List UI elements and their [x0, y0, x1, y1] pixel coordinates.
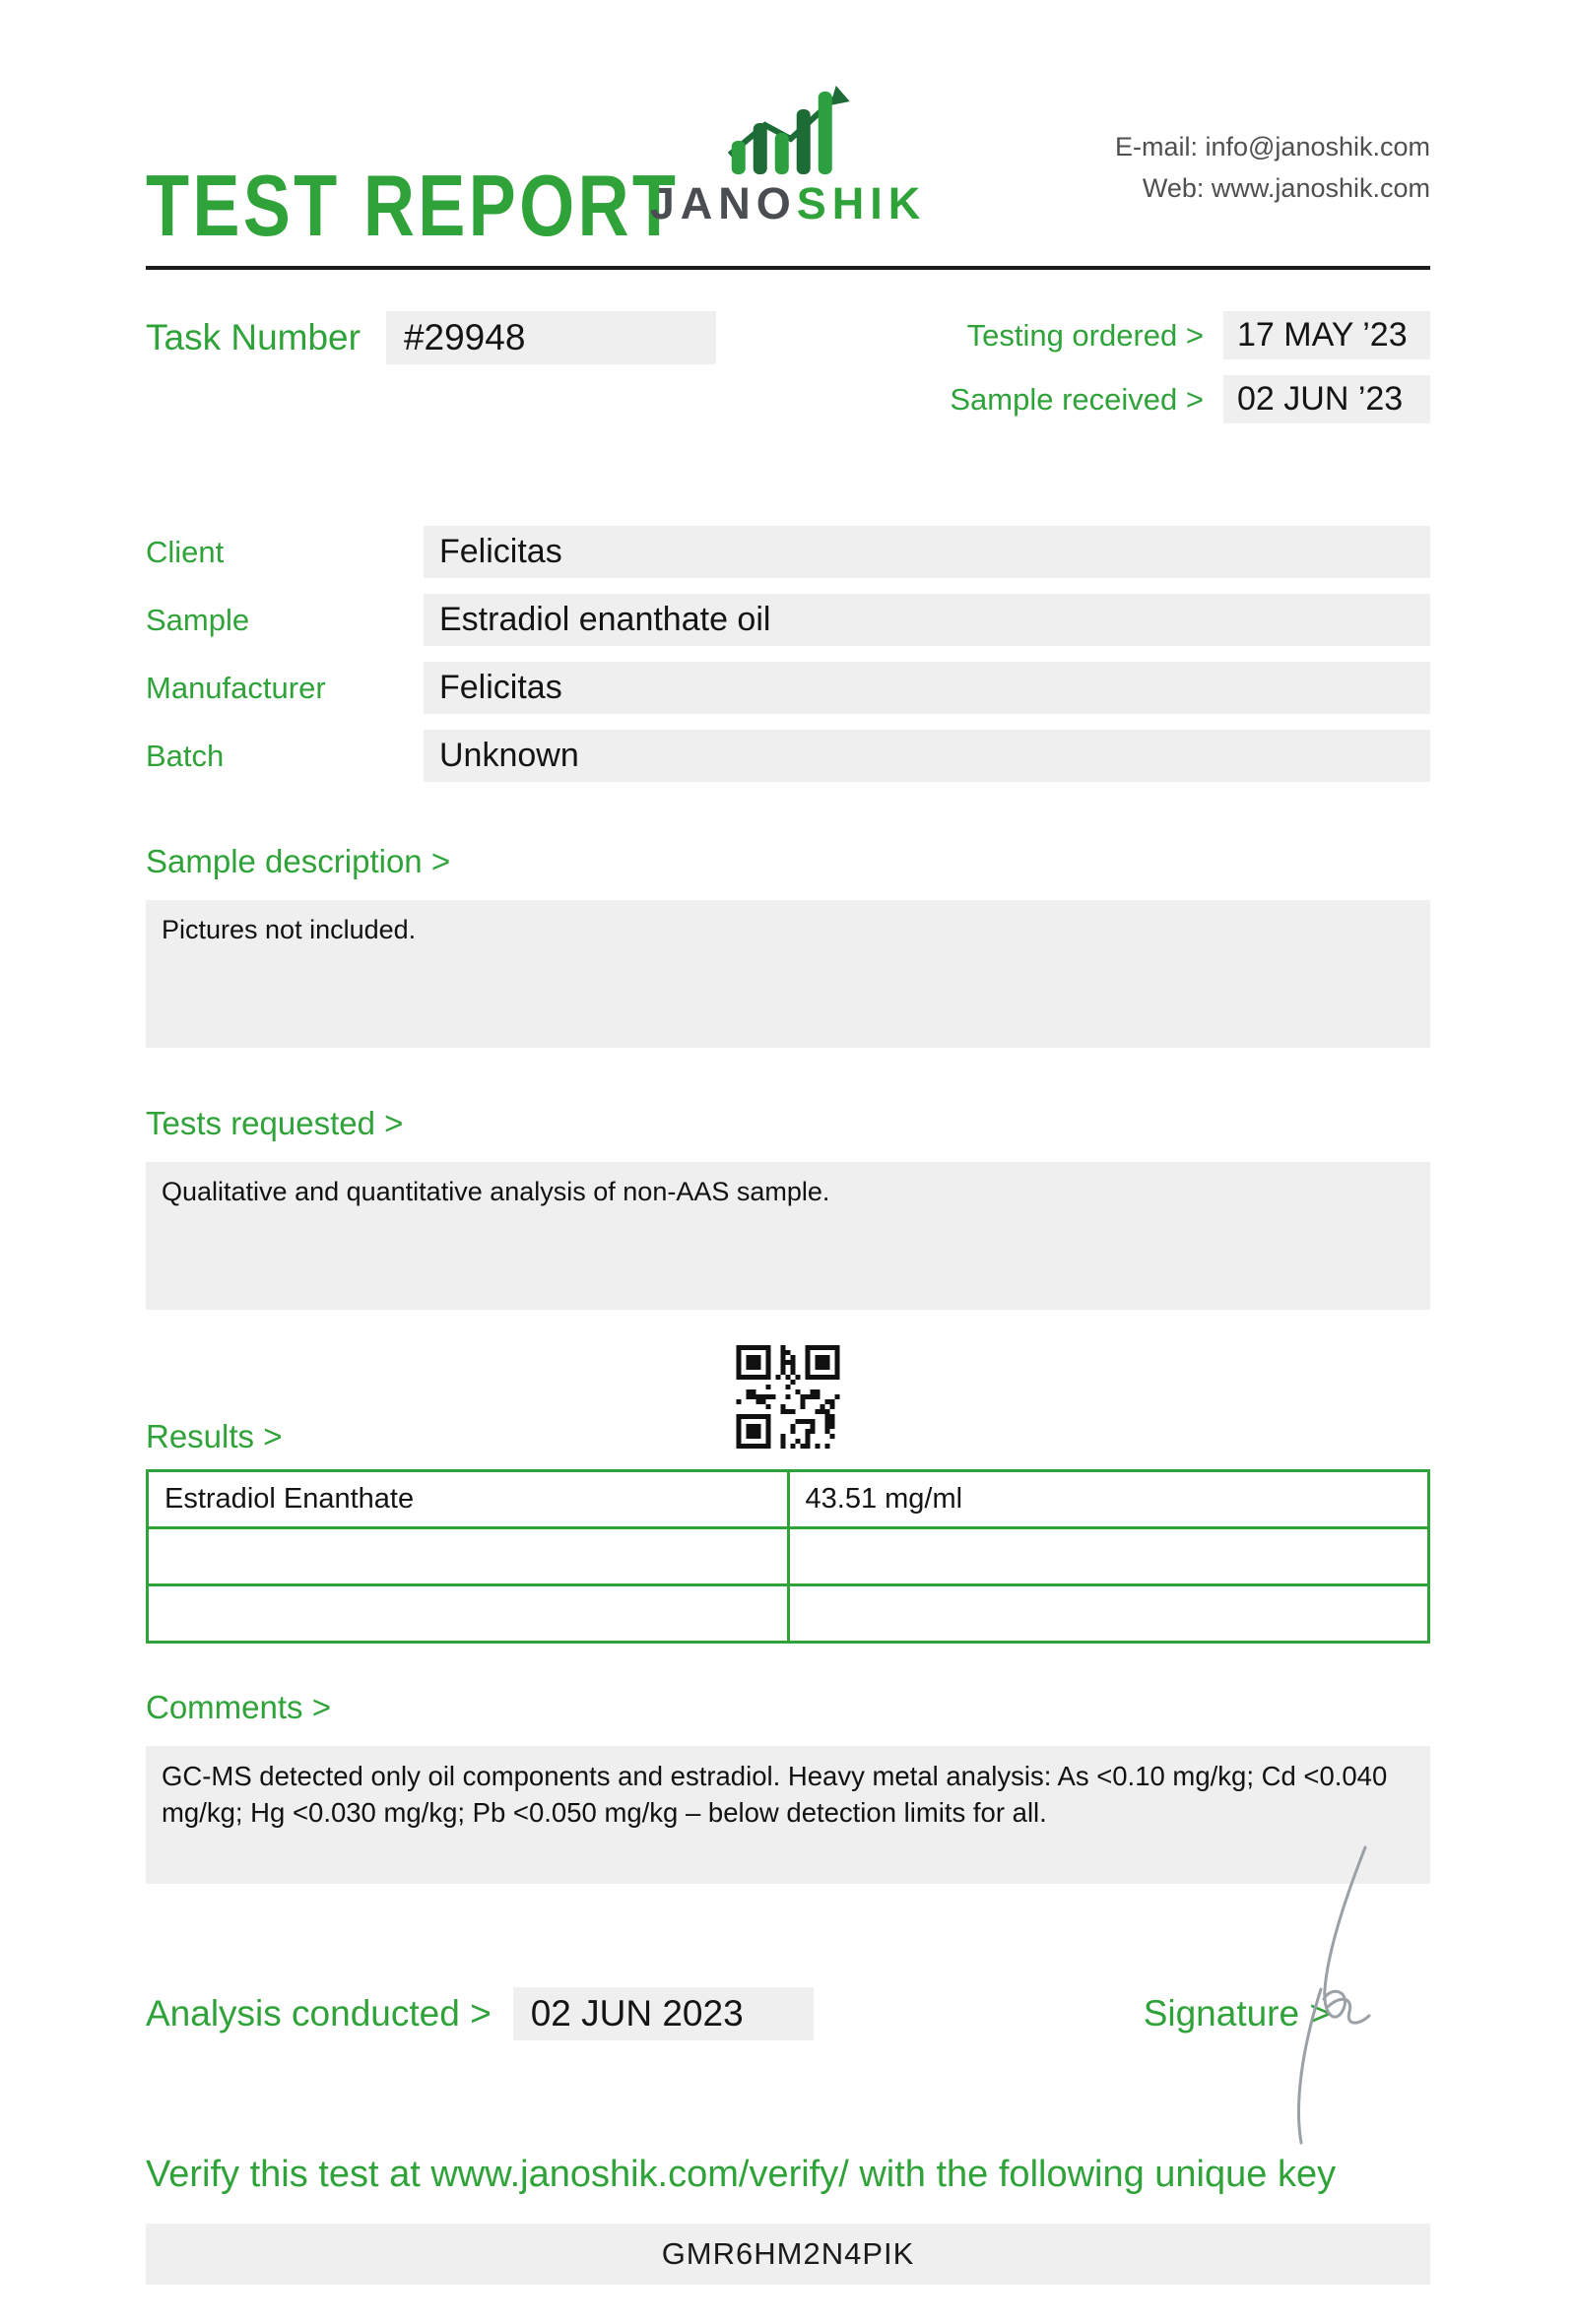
- detail-row-client: [146, 526, 1430, 578]
- comments-section: [146, 1689, 1430, 1884]
- qr-code: [737, 1345, 840, 1449]
- sample-label: Sample: [146, 602, 250, 637]
- sample-details: [146, 526, 1430, 782]
- manufacturer-value: Felicitas: [424, 662, 1430, 714]
- janoshik-logo: [650, 84, 927, 229]
- results-row: [148, 1528, 1429, 1585]
- testing-ordered-value: 17 MAY ’23: [1223, 311, 1430, 359]
- sample-description-section: [146, 843, 1430, 1048]
- results-table: [146, 1469, 1430, 1644]
- report-title: TEST REPORT: [146, 157, 680, 254]
- tests-requested-heading: Tests requested >: [146, 1105, 404, 1141]
- testing-ordered-label: Testing ordered >: [966, 317, 1204, 353]
- sample-description-box: Pictures not included.: [146, 900, 1430, 1048]
- result-value-cell: [788, 1528, 1429, 1585]
- detail-row-manufacturer: [146, 662, 1430, 714]
- contact-email-line: [1115, 127, 1430, 168]
- web-value: www.janoshik.com: [1211, 172, 1430, 203]
- task-and-dates: [146, 311, 1430, 439]
- results-row: [148, 1471, 1429, 1528]
- header-divider: [146, 266, 1430, 270]
- manufacturer-label: Manufacturer: [146, 670, 326, 705]
- signature-label: Signature >: [1143, 1993, 1331, 2034]
- logo-word-dark: JANO: [649, 178, 797, 228]
- email-value: info@janoshik.com: [1205, 132, 1430, 161]
- client-label: Client: [146, 534, 225, 569]
- logo-wordmark: [650, 178, 927, 229]
- sample-received-label: Sample received >: [950, 381, 1204, 417]
- analyte-cell: Estradiol Enanthate: [148, 1471, 789, 1528]
- sample-description-heading: Sample description >: [146, 843, 451, 879]
- task-number-label: Task Number: [146, 317, 361, 357]
- analysis-conducted-value: 02 JUN 2023: [513, 1987, 814, 2040]
- detail-row-batch: [146, 730, 1430, 782]
- sample-received-value: 02 JUN ’23: [1223, 375, 1430, 423]
- analysis-conducted-label: Analysis conducted >: [146, 1993, 492, 2034]
- task-number-value: #29948: [386, 311, 716, 364]
- results-section: [146, 1345, 1430, 1644]
- signature: [1245, 1840, 1403, 2164]
- result-value-cell: 43.51 mg/ml: [788, 1471, 1429, 1528]
- sample-value: Estradiol enanthate oil: [424, 594, 1430, 646]
- results-header: [146, 1345, 1430, 1455]
- testing-ordered-row: [950, 311, 1430, 359]
- tests-requested-box: Qualitative and quantitative analysis of non-AAS sample.: [146, 1162, 1430, 1310]
- dates-block: [950, 311, 1430, 439]
- results-row: [148, 1585, 1429, 1643]
- contact-info: [1115, 127, 1430, 210]
- task-number-row: [146, 311, 716, 364]
- sample-received-row: [950, 375, 1430, 423]
- logo-word-green: SHIK: [796, 178, 927, 228]
- header: [146, 84, 1430, 266]
- result-value-cell: [788, 1585, 1429, 1643]
- verify-instruction: Verify this test at www.janoshik.com/verify/ with the following unique key: [146, 2154, 1337, 2195]
- comments-box: GC-MS detected only oil components and estradiol. Heavy metal analysis: As <0.10 mg/kg; Cd <0.040 mg/kg; Hg <0.030 mg/kg; Pb <0.050 mg/kg – below detection limits for all.: [146, 1746, 1430, 1884]
- detail-row-sample: [146, 594, 1430, 646]
- tests-requested-section: [146, 1105, 1430, 1310]
- logo-bars-icon: [714, 84, 862, 174]
- batch-label: Batch: [146, 738, 225, 773]
- analyte-cell: [148, 1585, 789, 1643]
- email-label: E-mail:: [1114, 132, 1198, 161]
- results-heading: Results >: [146, 1418, 283, 1454]
- unique-key: GMR6HM2N4PIK: [146, 2224, 1430, 2285]
- batch-value: Unknown: [424, 730, 1430, 782]
- web-label: Web:: [1142, 172, 1205, 203]
- analysis-signature-row: [146, 1987, 1430, 2040]
- comments-heading: Comments >: [146, 1689, 331, 1725]
- analyte-cell: [148, 1528, 789, 1585]
- contact-web-line: [1115, 168, 1430, 210]
- client-value: Felicitas: [424, 526, 1430, 578]
